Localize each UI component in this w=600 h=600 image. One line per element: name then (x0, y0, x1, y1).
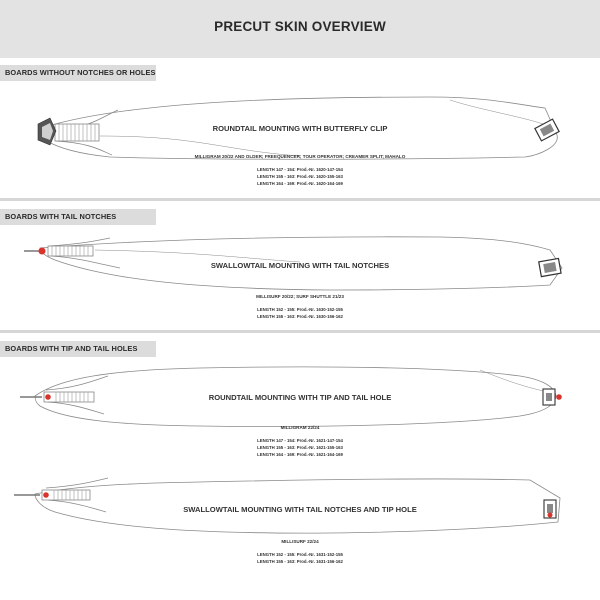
page-title: PRECUT SKIN OVERVIEW (214, 19, 386, 34)
length-row: LENGTH 155 - 163: Prod.-Nr. 1620-155-163 (257, 174, 343, 179)
length-row: LENGTH 164 - 169: Prod.-Nr. 1620-164-169 (257, 181, 343, 186)
board-models: MILLISURF 20/22; SURF SHUTTLE 21/23 (256, 294, 344, 299)
section-label-tip-tail-holes: BOARDS WITH TIP AND TAIL HOLES (0, 341, 156, 357)
length-row: LENGTH 152 - 155: Prod.-Nr. 1630-152-155 (257, 307, 343, 312)
board-title: ROUNDTAIL MOUNTING WITH BUTTERFLY CLIP (212, 124, 388, 133)
board-models: MILLISURF 22/24 (281, 539, 319, 544)
length-row: LENGTH 147 - 154: Prod.-Nr. 1620-147-154 (257, 167, 343, 172)
board-models: MILLIGRAM 22/24 (280, 425, 320, 430)
length-row: LENGTH 152 - 155: Prod.-Nr. 1631-152-155 (257, 552, 343, 557)
length-row: LENGTH 164 - 169: Prod.-Nr. 1621-164-169 (257, 452, 343, 457)
length-row: LENGTH 155 - 163: Prod.-Nr. 1630-156-162 (257, 314, 343, 319)
board-models: MILLIGRAM 20/22 AND OLDER; FREEQUENCER; TOUR OPERATOR; CREAMER SPLIT; MAHALO (194, 154, 406, 159)
section-label-no-notches: BOARDS WITHOUT NOTCHES OR HOLES (0, 65, 156, 81)
board-title: SWALLOWTAIL MOUNTING WITH TAIL NOTCHES AND TIP HOLE (183, 505, 417, 514)
length-row: LENGTH 147 - 154: Prod.-Nr. 1621-147-154 (257, 438, 343, 443)
board-title: SWALLOWTAIL MOUNTING WITH TAIL NOTCHES (210, 261, 390, 270)
length-row: LENGTH 155 - 163: Prod.-Nr. 1621-155-163 (257, 445, 343, 450)
section-label-tail-notches: BOARDS WITH TAIL NOTCHES (0, 209, 156, 225)
length-row: LENGTH 155 - 163: Prod.-Nr. 1631-156-162 (257, 559, 343, 564)
tip-hole-clip-icon (14, 490, 90, 500)
board-lengths (0, 551, 600, 565)
board-title: ROUNDTAIL MOUNTING WITH TIP AND TAIL HOLE (208, 393, 392, 402)
